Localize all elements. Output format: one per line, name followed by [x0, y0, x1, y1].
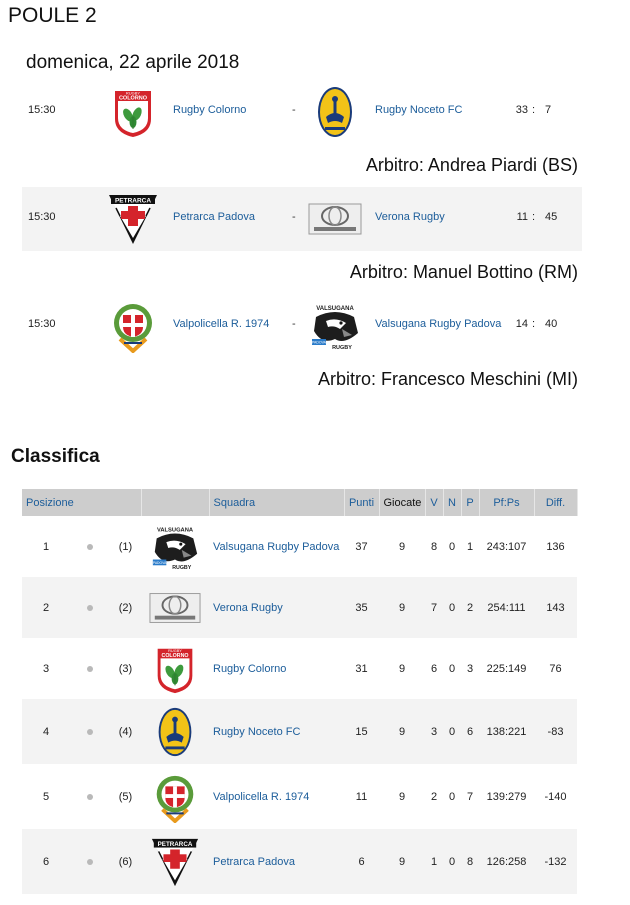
match-separator: - — [292, 318, 296, 330]
row-played: 9 — [379, 577, 425, 638]
row-diff: 143 — [534, 577, 577, 638]
home-team-link[interactable]: Valpolicella R. 1974 — [173, 318, 270, 330]
referee-label: Arbitro: Andrea Piardi (BS) — [365, 155, 578, 175]
home-score: 11 — [516, 211, 528, 223]
row-pfps: 225:149 — [486, 662, 527, 675]
row-prev-position: (1) — [118, 540, 133, 553]
row-logo — [141, 516, 209, 577]
match-row — [22, 294, 582, 358]
row-team-link[interactable]: Petrarca Padova — [209, 829, 344, 894]
valsugana-logo-icon — [149, 521, 201, 573]
row-draws: 0 — [448, 662, 456, 675]
row-pfps: 126:258 — [479, 829, 534, 894]
noceto-logo-icon — [149, 706, 201, 758]
row-points: 6 — [344, 829, 379, 894]
row-logo — [141, 764, 209, 829]
row-position: 3 — [42, 662, 50, 675]
poule-title: POULE 2 — [8, 4, 97, 27]
row-logo — [141, 638, 209, 699]
row-draws: 0 — [443, 829, 461, 894]
header-team[interactable]: Squadra — [209, 489, 344, 516]
noceto-logo-icon — [308, 85, 362, 139]
away-score: 45 — [545, 211, 558, 223]
match-time: 15:30 — [28, 318, 56, 330]
home-score: 14 — [515, 318, 528, 330]
row-position: 6 — [22, 829, 70, 894]
row-prev-position: (3) — [118, 662, 133, 675]
row-played: 9 — [379, 829, 425, 894]
row-pfps: 254:111 — [479, 577, 534, 638]
valsugana-logo-icon — [308, 299, 362, 353]
standings-header-row — [22, 489, 577, 516]
row-draws: 0 — [443, 577, 461, 638]
header-losses[interactable]: P — [461, 489, 479, 516]
row-position: 4 — [22, 699, 70, 764]
score-colon: : — [532, 318, 536, 330]
match-row — [22, 80, 582, 144]
row-prev-position: (2) — [110, 577, 141, 638]
standings-title: Classifica — [11, 446, 100, 467]
row-prev-position: (5) — [118, 790, 133, 803]
row-diff: 136 — [546, 540, 565, 553]
trend-dot-icon — [70, 516, 110, 577]
row-diff: -132 — [534, 829, 577, 894]
row-losses: 6 — [461, 699, 479, 764]
match-time: 15:30 — [28, 104, 56, 116]
match-time: 15:30 — [28, 211, 56, 223]
row-draws: 0 — [448, 790, 456, 803]
table-row — [22, 577, 577, 638]
header-diff[interactable]: Diff. — [534, 489, 577, 516]
trend-dot-icon — [70, 577, 110, 638]
score-colon: : — [532, 211, 536, 223]
verona-logo-icon — [308, 192, 362, 246]
header-position[interactable]: Posizione — [22, 489, 141, 516]
row-played: 9 — [398, 790, 406, 803]
header-played: Giocate — [379, 489, 425, 516]
row-team-link[interactable]: Rugby Noceto FC — [209, 699, 344, 764]
row-diff: -83 — [534, 699, 577, 764]
match-date: domenica, 22 aprile 2018 — [26, 52, 240, 73]
score-colon: : — [532, 104, 536, 116]
match-separator: - — [292, 104, 296, 116]
trend-dot-icon — [70, 699, 110, 764]
row-logo — [141, 577, 209, 638]
petrarca-logo-icon — [149, 836, 201, 888]
away-team-link[interactable]: Rugby Noceto FC — [375, 104, 463, 116]
row-position: 1 — [42, 540, 50, 553]
table-row — [22, 829, 577, 894]
trend-dot-icon — [70, 638, 110, 699]
row-played: 9 — [398, 540, 406, 553]
away-score: 40 — [545, 318, 558, 330]
header-draws[interactable]: N — [443, 489, 461, 516]
row-position: 5 — [42, 790, 50, 803]
row-played: 9 — [379, 699, 425, 764]
row-losses: 3 — [466, 662, 474, 675]
row-pfps: 139:279 — [486, 790, 527, 803]
row-team-link[interactable]: Rugby Colorno — [213, 662, 287, 675]
referee-label: Arbitro: Francesco Meschini (MI) — [317, 369, 578, 389]
row-wins: 2 — [430, 790, 438, 803]
row-wins: 3 — [425, 699, 443, 764]
home-team-link[interactable]: Rugby Colorno — [173, 104, 247, 116]
table-row — [22, 516, 577, 577]
home-team-link[interactable]: Petrarca Padova — [173, 211, 255, 223]
home-score: 33 — [515, 104, 528, 116]
standings-table — [22, 489, 578, 894]
row-team-link[interactable]: Verona Rugby — [209, 577, 344, 638]
row-played: 9 — [398, 662, 406, 675]
header-points[interactable]: Punti — [344, 489, 379, 516]
verona-logo-icon — [149, 582, 201, 634]
away-team-link[interactable]: Valsugana Rugby Padova — [375, 318, 502, 330]
row-team-link[interactable]: Valpolicella R. 1974 — [213, 790, 310, 803]
row-pfps: 138:221 — [479, 699, 534, 764]
row-wins: 1 — [425, 829, 443, 894]
table-row — [22, 699, 577, 764]
row-points: 35 — [344, 577, 379, 638]
row-pfps: 243:107 — [486, 540, 527, 553]
row-wins: 7 — [425, 577, 443, 638]
trend-dot-icon — [70, 764, 110, 829]
trend-dot-icon — [70, 829, 110, 894]
row-prev-position: (6) — [110, 829, 141, 894]
row-wins: 6 — [430, 662, 438, 675]
table-row — [22, 638, 577, 699]
header-wins[interactable]: V — [425, 489, 443, 516]
table-row — [22, 764, 577, 829]
header-pfps[interactable]: Pf:Ps — [479, 489, 534, 516]
row-diff: -140 — [544, 790, 567, 803]
row-points: 15 — [344, 699, 379, 764]
row-logo — [141, 699, 209, 764]
row-team-link[interactable]: Valsugana Rugby Padova — [213, 540, 340, 553]
valpolicella-logo-icon — [149, 771, 201, 823]
row-losses: 8 — [461, 829, 479, 894]
valpolicella-logo-icon — [106, 299, 160, 353]
row-wins: 8 — [430, 540, 438, 553]
row-points: 37 — [355, 540, 368, 553]
row-points: 31 — [355, 662, 368, 675]
row-logo — [141, 829, 209, 894]
header-logo — [141, 489, 209, 516]
row-losses: 2 — [461, 577, 479, 638]
row-losses: 7 — [466, 790, 474, 803]
colorno-logo-icon — [106, 85, 160, 139]
row-prev-position: (4) — [110, 699, 141, 764]
row-losses: 1 — [466, 540, 474, 553]
row-points: 11 — [355, 790, 368, 803]
row-draws: 0 — [448, 540, 456, 553]
colorno-logo-icon — [149, 643, 201, 695]
match-row — [22, 187, 582, 251]
row-diff: 76 — [549, 662, 562, 675]
away-team-link[interactable]: Verona Rugby — [375, 211, 445, 223]
petrarca-logo-icon — [106, 192, 160, 246]
row-position: 2 — [22, 577, 70, 638]
match-separator: - — [292, 211, 296, 223]
referee-label: Arbitro: Manuel Bottino (RM) — [349, 262, 578, 282]
away-score: 7 — [545, 104, 552, 116]
row-draws: 0 — [443, 699, 461, 764]
